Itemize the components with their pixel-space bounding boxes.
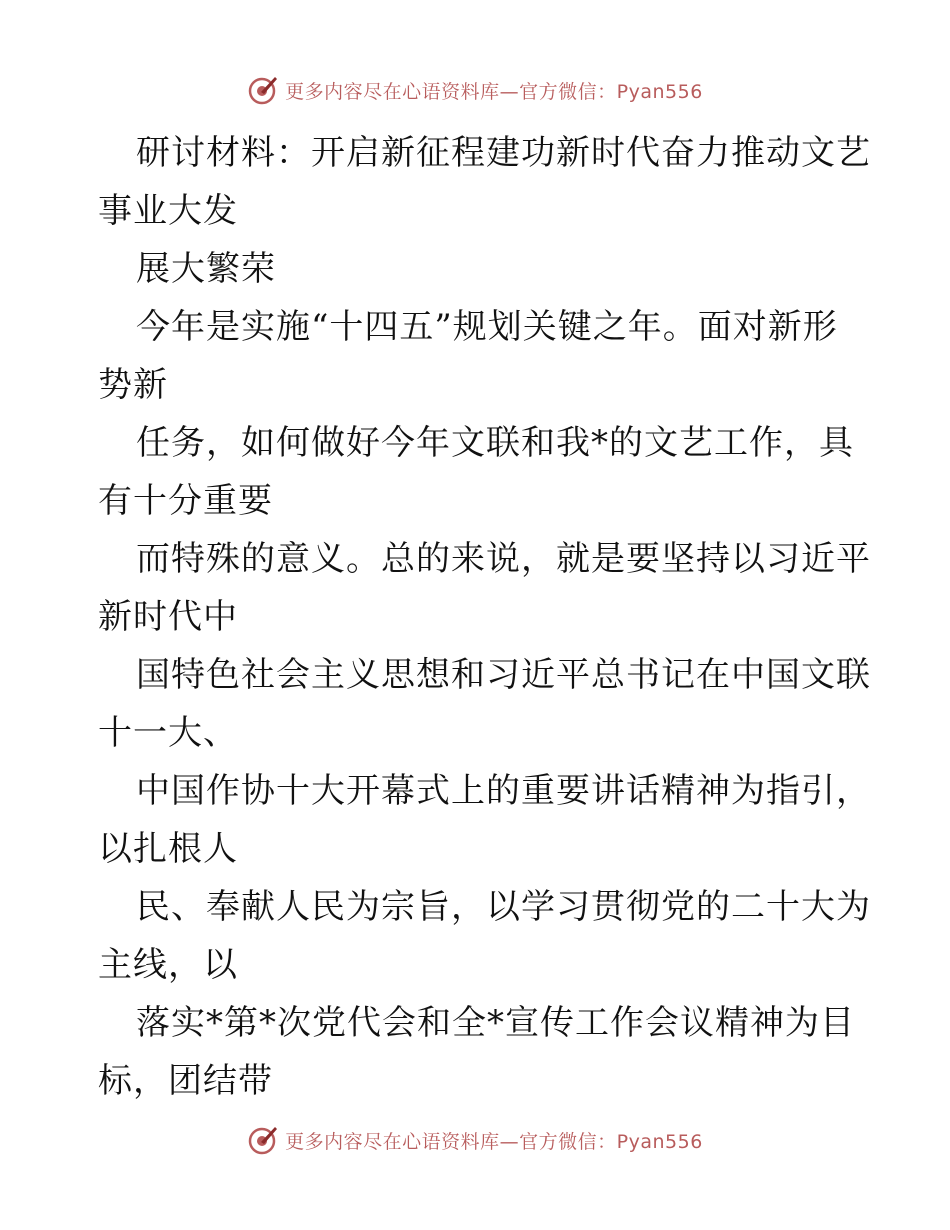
text-line: 展大繁荣: [136, 249, 276, 289]
text-line: 主线，以: [98, 945, 238, 985]
footer-watermark: [0, 1120, 950, 1160]
text-line: 今年是实施“十四五”规划关键之年。面对新形: [136, 307, 838, 347]
text-line: 十一大、: [98, 713, 238, 753]
text-line: 以扎根人: [98, 829, 238, 869]
text-line: 标，团结带: [98, 1061, 273, 1101]
text-line: 有十分重要: [98, 481, 273, 521]
watermark-text: 更多内容尽在心语资料库—官方微信：Pyan556: [285, 80, 703, 103]
text-line: 而特殊的意义。总的来说，就是要坚持以习近平: [136, 539, 871, 579]
header-watermark: [0, 70, 950, 110]
text-line: 国特色社会主义思想和习近平总书记在中国文联: [136, 655, 871, 695]
quill-pen-icon: [247, 1124, 279, 1156]
text-line: 事业大发: [98, 191, 238, 231]
text-line: 落实*第*次党代会和全*宣传工作会议精神为目: [136, 1003, 855, 1043]
document-body: [98, 124, 871, 1110]
text-line: 民、奉献人民为宗旨，以学习贯彻党的二十大为: [136, 887, 871, 927]
text-line: 任务，如何做好今年文联和我*的文艺工作，具: [136, 423, 854, 463]
quill-pen-icon: [247, 74, 279, 106]
text-line: 势新: [98, 365, 168, 405]
text-line: 研讨材料：开启新征程建功新时代奋力推动文艺: [136, 133, 871, 173]
text-line: 新时代中: [98, 597, 238, 637]
text-line: 中国作协十大开幕式上的重要讲话精神为指引，: [136, 771, 871, 811]
watermark-text: 更多内容尽在心语资料库—官方微信：Pyan556: [285, 1130, 703, 1153]
